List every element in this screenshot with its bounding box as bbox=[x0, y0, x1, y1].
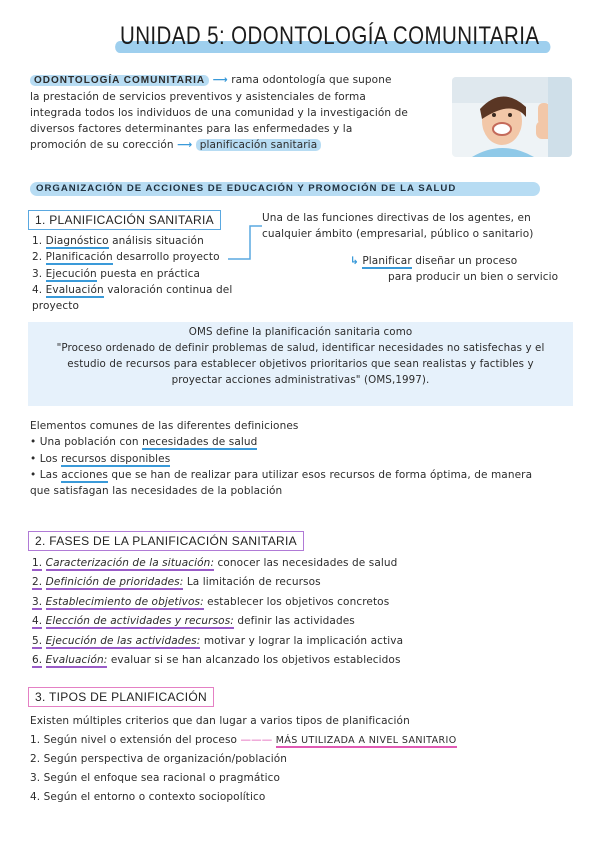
list-item: 4. Elección de actividades y recursos: definir las actividades bbox=[32, 615, 355, 628]
list-item: 3. Según el enfoque sea racional o pragmático bbox=[30, 771, 281, 784]
section3-heading: 3. TIPOS DE PLANIFICACIÓN bbox=[28, 687, 214, 707]
dental-patient-photo bbox=[452, 77, 572, 157]
section2-list bbox=[32, 554, 577, 671]
list-item: 6. Evaluación: evaluar si se han alcanzado los objetivos establecidos bbox=[32, 654, 401, 667]
oms-definition-text: OMS define la planificación sanitaria como "Proceso ordenado de definir problemas de salud, identificar necesidades no satisfechas y el estudio de recursos para establecer objetivos prioritarios que sean realistas y factibles y proyectar acciones administrativas" (OMS,1997). bbox=[56, 326, 545, 386]
section1-heading: 1. PLANIFICACIÓN SANITARIA bbox=[28, 210, 221, 230]
list-item: 4. Según el entorno o contexto sociopolítico bbox=[30, 790, 266, 803]
list-item: 1. Según nivel o extensión del proceso ——— MÁS UTILIZADA A NIVEL SANITARIO bbox=[30, 733, 457, 746]
arrow-icon: ⟶ bbox=[177, 139, 193, 152]
section1-side-note: Una de las funciones directivas de los agentes, en cualquier ámbito (empresarial, público o sanitario) bbox=[262, 212, 534, 241]
list-item: 1. Diagnóstico análisis situación bbox=[32, 235, 204, 247]
list-item: 2. Definición de prioridades: La limitación de recursos bbox=[32, 576, 321, 589]
planificar-definition: ↳ Planificar diseñar un proceso para producir un bien o servicio bbox=[350, 255, 559, 284]
list-item: 5. Ejecución de las actividades: motivar y lograr la implicación activa bbox=[32, 634, 404, 647]
list-item: 3. Establecimiento de objetivos: establecer los objetivos concretos bbox=[32, 595, 390, 608]
list-item: • Las acciones que se han de realizar para utilizar esos recursos de forma óptima, de manera bbox=[30, 468, 533, 481]
connector-line bbox=[228, 222, 264, 262]
intro-term: ODONTOLOGÍA COMUNITARIA bbox=[30, 75, 209, 86]
arrow-icon: ⟶ bbox=[212, 74, 228, 86]
pink-line: ——— bbox=[240, 733, 273, 746]
band-heading: ORGANIZACIÓN DE ACCIONES DE EDUCACIÓN Y PROMOCIÓN DE LA SALUD bbox=[36, 183, 457, 194]
list-item: 4. Evaluación valoración continua del proyecto bbox=[32, 283, 233, 313]
most-used-note: MÁS UTILIZADA A NIVEL SANITARIO bbox=[275, 734, 457, 746]
list-item: 1. Caracterización de la situación: conocer las necesidades de salud bbox=[32, 557, 398, 569]
page-title: UNIDAD 5: ODONTOLOGÍA COMUNITARIA bbox=[120, 22, 539, 51]
section2-heading: 2. FASES DE LA PLANIFICACIÓN SANITARIA bbox=[28, 531, 304, 551]
section3-list: Existen múltiples criterios que dan lugar a varios tipos de planificación 1. Según nivel o extensión del proceso ——— MÁS UTILIZADA A NIVEL SANITARIO 2. Según perspectiva de organización/población 3. Según el enfoque sea racional o pragmático 4. Según el entorno o contexto sociopolítico bbox=[30, 712, 575, 806]
intro-definition: ODONTOLOGÍA COMUNITARIA ⟶ rama odontología que supone la prestación de servicios preventivos y asistenciales de forma integrada todos los individuos de una comunidad y la investigación de diversos factores determinantes para las enfermedades y la promoción de su corección ⟶ planificación sanitaria bbox=[30, 74, 408, 152]
list-item: 2. Planificación desarrollo proyecto bbox=[32, 251, 220, 264]
list-item: • Los recursos disponibles bbox=[30, 452, 171, 465]
arrow-icon: ↳ bbox=[350, 255, 359, 267]
list-item: 2. Según perspectiva de organización/población bbox=[30, 752, 288, 765]
elements-section: Elementos comunes de las diferentes definiciones • Una población con necesidades de salud • Los recursos disponibles • Las acciones que se han de realizar para utilizar esos recursos de forma óptima, de manera que satisfagan las necesidades de la población bbox=[30, 418, 575, 499]
list-item: 3. Ejecución puesta en práctica bbox=[32, 267, 201, 280]
list-item: • Una población con necesidades de salud bbox=[30, 436, 258, 449]
